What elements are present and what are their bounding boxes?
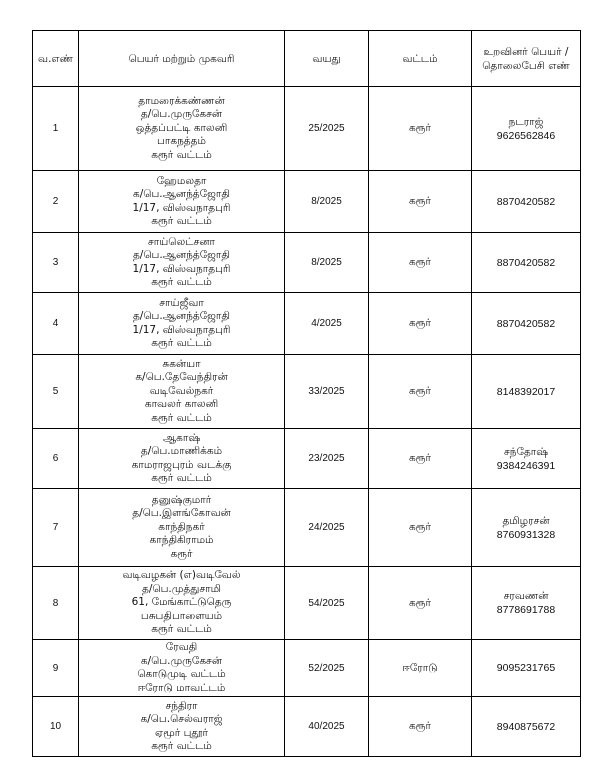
name-address-cell [79,87,285,171]
phone-number: 8940875672 [496,720,556,733]
name-address-cell [79,171,285,233]
phone-number: 9384246391 [496,459,556,472]
header-age: வயது [285,31,369,87]
header-circle: வட்டம் [369,31,472,87]
serial-number: 6 [33,429,79,489]
name-address-cell [79,233,285,293]
address-line: காமராஜபுரம் வடக்கு [131,458,232,471]
table-row [33,697,581,757]
relative-cell [472,697,581,757]
header-serial: வ.எண் [33,31,79,87]
address-line: த/பெ.ஆனந்த்ஜோதி [132,249,231,261]
age-cell: 40/2025 [285,697,369,757]
name-address-cell [79,567,285,640]
address-line: த/பெ.மாணிக்கம் [140,445,223,457]
age-cell: 25/2025 [285,87,369,171]
address-line: பசுபதிபாளையம் [140,609,223,622]
circle-cell: கரூர் [369,355,472,429]
age-cell: 4/2025 [285,293,369,355]
phone-number: 9626562846 [496,129,556,142]
age-cell: 23/2025 [285,429,369,489]
address-line: க/பெ.ஆனந்த்ஜோதி [133,188,230,200]
address-line: கொடுமுடி வட்டம் [137,668,226,680]
address-line: கரூர் வட்டம் [151,740,212,752]
address-line: காந்திநகர் [158,520,205,533]
table-row [33,489,581,567]
address-line: த/பெ.இளங்கோவன் [132,507,231,520]
name-address-cell [79,640,285,697]
table-row [33,567,581,640]
serial-number: 1 [33,87,79,171]
relative-cell [472,293,581,355]
address-line: கரூர் வட்டம் [151,472,212,484]
address-line: கரூர் வட்டம் [151,623,212,636]
circle-cell: கரூர் [369,489,472,567]
address-line: பாகநத்தம் [157,135,206,148]
age-cell: 33/2025 [285,355,369,429]
phone-number: 8870420582 [496,195,556,208]
name-address-cell [79,355,285,429]
serial-number: 8 [33,567,79,640]
relative-cell [472,640,581,697]
circle-cell: கரூர் [369,429,472,489]
relative-cell [472,171,581,233]
address-line: தனுஷ்குமார் [151,493,212,506]
relative-cell [472,567,581,640]
address-line: கரூர் வட்டம் [151,411,212,424]
victims-table [32,30,581,757]
phone-number: 9095231765 [496,662,556,674]
circle-cell: கரூர் [369,293,472,355]
serial-number: 5 [33,355,79,429]
address-line: கரூர் வட்டம் [151,276,212,288]
phone-number: 8148392017 [496,385,556,398]
address-line: 1/17, விஸ்வநாதபுரி [132,201,231,214]
table-row [33,355,581,429]
address-line: தாமரைக்கண்ணன் [138,94,225,107]
address-line: கரூர் வட்டம் [151,215,212,227]
address-line: க/பெ.தேவேந்திரன் [135,371,228,384]
name-address-cell [79,429,285,489]
address-line: 61, மேங்காட்டுதெரு [131,596,232,609]
address-line: சாய்ஜீவா [159,296,204,309]
age-cell: 52/2025 [285,640,369,697]
address-line: கரூர் வட்டம் [151,148,212,161]
address-line: 1/17, விஸ்வநாதபுரி [132,262,231,275]
serial-number: 10 [33,697,79,757]
header-row [33,31,581,87]
address-line: க/பெ.முருகேசன் [140,654,223,667]
header-name-address: பெயர் மற்றும் முகவரி [79,31,285,87]
table-row [33,293,581,355]
name-address-cell [79,293,285,355]
address-line: ஒத்தப்பட்டி காலனி [135,121,228,134]
serial-number: 9 [33,640,79,697]
serial-number: 4 [33,293,79,355]
serial-number: 2 [33,171,79,233]
table-row [33,640,581,697]
table-row [33,171,581,233]
address-line: 1/17, விஸ்வநாதபுரி [132,323,231,336]
address-line: ஏமூர் புதூர் [155,726,208,739]
age-cell: 8/2025 [285,233,369,293]
address-line: சுகன்யா [162,357,201,370]
table-row [33,429,581,489]
relative-name: தமிழரசன் [502,514,550,527]
circle-cell: கரூர் [369,697,472,757]
serial-number: 3 [33,233,79,293]
address-line: ஹேமலதா [156,174,207,187]
address-line: கரூர் [170,547,193,560]
address-line: த/பெ.முத்துசாமி [142,582,221,595]
phone-number: 8760931328 [496,528,556,541]
address-line: வடிவழகன் (எ)வடிவேல் [122,569,241,582]
name-address-cell [79,697,285,757]
phone-number: 8870420582 [496,256,556,269]
relative-cell [472,233,581,293]
address-line: வடிவேல்நகர் [149,384,214,397]
relative-cell [472,355,581,429]
age-cell: 54/2025 [285,567,369,640]
address-line: த/பெ.ஆனந்த்ஜோதி [132,310,231,322]
address-line: ஆகாஷ் [162,431,201,444]
relative-cell [472,87,581,171]
address-line: காந்திகிராமம் [149,534,214,547]
table-row [33,87,581,171]
relative-name: சந்தோஷ் [503,445,549,458]
circle-cell: ஈரோடு [369,640,472,697]
table-row [33,233,581,293]
address-line: ரேவதி [165,641,198,653]
table-body [33,87,581,757]
relative-name: சரவணன் [503,590,549,602]
address-line: ஈரோடு மாவட்டம் [137,681,226,694]
relative-cell [472,489,581,567]
relative-name: நடராஜ் [508,115,544,128]
age-cell: 24/2025 [285,489,369,567]
age-cell: 8/2025 [285,171,369,233]
relative-cell [472,429,581,489]
circle-cell: கரூர் [369,233,472,293]
address-line: கரூர் வட்டம் [151,337,212,349]
name-address-cell [79,489,285,567]
address-line: சந்திரா [165,699,198,712]
serial-number: 7 [33,489,79,567]
header-relative: உறவினர் பெயர் / தொலைபேசி எண் [472,31,581,87]
circle-cell: கரூர் [369,171,472,233]
address-line: காவலர் காலனி [144,398,219,411]
circle-cell: கரூர் [369,567,472,640]
circle-cell: கரூர் [369,87,472,171]
phone-number: 8870420582 [496,317,556,330]
address-line: த/பெ.முருகேசன் [140,108,223,121]
address-line: க/பெ.செல்வராஜ் [140,713,223,725]
address-line: சாய்லெட்சனா [147,235,216,248]
phone-number: 8778691788 [496,604,556,616]
